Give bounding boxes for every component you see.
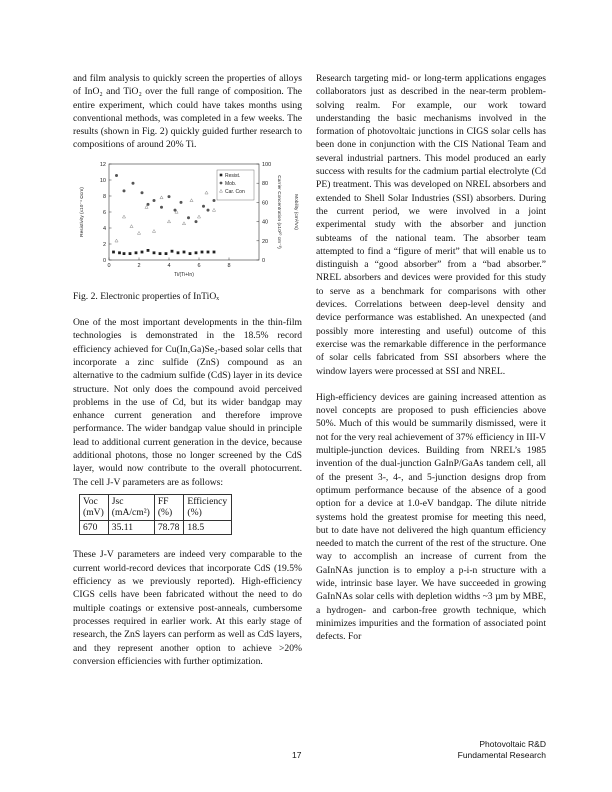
carrier-concentration-point: [137, 231, 140, 234]
mobility-point: [132, 181, 135, 184]
cell-voc: 670: [80, 520, 109, 535]
mobility-point: [160, 205, 163, 208]
carrier-concentration-point: [160, 196, 163, 199]
footer-line-2: Fundamental Research: [457, 750, 546, 760]
right-paragraph-2: High-efficiency devices are gaining increased attention as novel concepts are proposed to push efficiencies above 50%. Much of this would be summarily dismissed, were it not for the very real achievement of 37% efficiency in III-V multiple-junction devices. Building from NREL’s 1985 invention of the dual-junction GaInP/GaAs tandem cell, all of the present 3-, 4-, and 5-junction designs drop from optimum performance because of the absence of a good option for a device at 1.0-eV bandgap. The dilute nitride systems hold the greatest promise for meeting this need, but to date have not delivered the high quantum efficiency needed to match the current of the rest of the structure. One way to accomplish an increase of current from the GaInNAs junction is to employ a p-i-n structure with a wide, intrinsic base layer. We have succeeded in growing GaInNAs solar cells with depletion widths ~3 µm by MBE, a hydrogen- and carbon-free growth technique, which minimizes impurities and the formation of associated point defects. For: [316, 391, 546, 643]
y-left-axis-label: Resistivity (x10⁻⁴ Ωcm): [80, 186, 85, 237]
mobility-point: [202, 205, 205, 208]
legend-marker-mobility: [220, 181, 223, 184]
resist-point: [159, 252, 162, 255]
mobility-point: [153, 199, 156, 202]
resist-point: [147, 249, 150, 252]
x-tick-label: 6: [197, 262, 201, 269]
carrier-concentration-point: [212, 208, 215, 211]
resist-point: [129, 252, 132, 255]
y-right2-axis-label: Mobility (cm²/Vs): [293, 193, 298, 230]
legend-marker-resist: [220, 173, 223, 176]
resist-point: [201, 250, 204, 253]
mobility-point: [180, 201, 183, 204]
mobility-point: [123, 189, 126, 192]
resist-point: [177, 251, 180, 254]
legend-label: Resist.: [225, 172, 241, 179]
footer-line-1: Photovoltaic R&D: [479, 739, 546, 749]
mobility-point: [141, 191, 144, 194]
cell-efficiency: 18.5: [184, 520, 232, 535]
x-tick-label: 2: [137, 262, 141, 269]
y-left-tick-label: 12: [99, 161, 106, 168]
y-left-tick-label: 8: [102, 193, 106, 200]
legend-label: Car. Con: [225, 188, 245, 195]
x-tick-label: 4: [167, 262, 171, 269]
jv-parameters-table: [79, 494, 232, 536]
header-efficiency: Efficiency (%): [184, 494, 232, 520]
legend-label: Mob.: [225, 180, 237, 187]
resist-point: [112, 250, 115, 253]
resist-point: [195, 251, 198, 254]
x-tick-label: 0: [107, 262, 111, 269]
y-right-tick-label: 80: [262, 180, 269, 187]
resist-point: [213, 250, 216, 253]
carrier-concentration-point: [152, 229, 155, 232]
right-paragraph-1: Research targeting mid- or long-term applications engages collaborators just as described in the near-term problem-solving realm. For example, our work toward understanding the basic mechanisms involved in the formation of photovoltaic junctions in CIGS solar cells has been done in conjunction with the CIS National Team and several industrial partners. This model produced an early success with results for the cadmium partial electrolyte (Cd PE) treatment. This was developed on NREL absorbers and extended to Shell Solar Industries (SSI) absorbers. During the current period, we were involved in a joint experimental study with the absorber and junction subteams of the national team. The absorber team attempted to find a “figure of merit” that will enable us to distinguish a “good absorber” from a “bad absorber.” NREL absorbers and devices were provided for this study to serve as a benchmark for comparisons with other devices. Correlations between deep-level density and device performance was established. An unexpected (and possibly more interesting and useful) outcome of this exercise was the remarkable difference in the performance of solar cells fabricated from SSI absorbers where the window layers were processed at SSI and NREL.: [316, 73, 546, 377]
y-left-tick-label: 6: [102, 209, 106, 216]
mobility-point: [207, 208, 210, 211]
resist-point: [165, 252, 168, 255]
resist-point: [171, 250, 174, 253]
resist-point: [153, 251, 156, 254]
y-right-tick-label: 20: [262, 238, 269, 245]
cell-jsc: 35.11: [108, 520, 154, 535]
header-ff: FF (%): [154, 494, 184, 520]
carrier-concentration-point: [205, 191, 208, 194]
carrier-concentration-point: [167, 220, 170, 223]
carrier-concentration-point: [197, 215, 200, 218]
resist-point: [183, 250, 186, 253]
y-left-tick-label: 2: [102, 241, 106, 248]
left-paragraph-2: One of the most important developments in the thin-film technologies is demonstrated in the 18.5% record efficiency achieved for Cu(In,Ga)Se₂-based solar cells that incorporate a zinc sulfide (ZnS) compound as an alternative to the cadmium sulfide (CdS) layer in its device structure. Not only does the compound avoid perceived problems in the use of Cd, but its wider bandgap may enhance current generation and therefore improve performance. The wider bandgap value should in principle lead to additional current generation in the device, because additional photons, those no longer screened by the CdS layer, would now contribute to the overall photocurrent. The cell J-V parameters are as follows:: [73, 317, 302, 488]
y-left-tick-label: 0: [102, 257, 106, 264]
header-voc: Voc (mV): [80, 494, 109, 520]
carrier-concentration-point: [122, 215, 125, 218]
y-right-tick-label: 0: [262, 257, 266, 264]
table-row: [80, 520, 232, 535]
footer-section: [458, 739, 546, 761]
y-right-tick-label: 40: [262, 219, 269, 226]
carrier-concentration-point: [115, 239, 118, 242]
mobility-point: [195, 220, 198, 223]
mobility-point: [115, 174, 118, 177]
carrier-concentration-point: [182, 222, 185, 225]
figure-caption: Fig. 2. Electronic properties of InTiOₓ: [73, 290, 220, 302]
y-left-tick-label: 10: [99, 177, 106, 184]
resist-point: [118, 251, 121, 254]
resist-point: [135, 251, 138, 254]
resist-point: [189, 252, 192, 255]
left-paragraph-1: and film analysis to quickly screen the properties of alloys of InO₂ and TiO₂ over the full range of composition. The entire experiment, which could have takes months using conventional methods, was completed in a few weeks. The results (shown in Fig. 2) quickly guided further research to compositions of around 20% Ti.: [73, 73, 302, 151]
carrier-concentration-point: [190, 199, 193, 202]
x-tick-label: 8: [227, 262, 231, 269]
x-axis-label: Ti/(Ti+In): [174, 271, 194, 278]
left-column: [73, 72, 302, 668]
resist-point: [123, 252, 126, 255]
resist-point: [207, 250, 210, 253]
mobility-point: [168, 195, 171, 198]
figure-2-chart: [73, 156, 302, 281]
resist-point: [141, 250, 144, 253]
header-jsc: Jsc (mA/cm²): [108, 494, 154, 520]
y-right-tick-label: 100: [262, 161, 272, 168]
page-number: 17: [292, 750, 302, 760]
cell-ff: 78.78: [154, 520, 184, 535]
carrier-concentration-point: [145, 205, 148, 208]
mobility-point: [187, 216, 190, 219]
y-right-tick-label: 60: [262, 200, 269, 207]
table-header-row: [80, 494, 232, 520]
y-right-axis-label: Carrier Concentration (x10²⁰ cm⁻³): [276, 175, 281, 249]
electronic-properties-chart: [73, 156, 302, 281]
right-column: [316, 72, 546, 643]
left-paragraph-3: These J-V parameters are indeed very comparable to the current world-record devices that incorporate CdS (19.5% efficiency as we previously reported). High-efficiency CIGS cells have been fabricated without the need to do multiple coatings or extensive post-anneals, cumbersome processes required in earlier work. At this early stage of research, the ZnS layers can perform as well as CdS layers, and they represent another option to achieve >20% conversion efficiencies with further optimization.: [73, 549, 302, 667]
mobility-point: [213, 199, 216, 202]
carrier-concentration-point: [130, 224, 133, 227]
y-left-tick-label: 4: [102, 225, 106, 232]
mobility-point: [147, 203, 150, 206]
